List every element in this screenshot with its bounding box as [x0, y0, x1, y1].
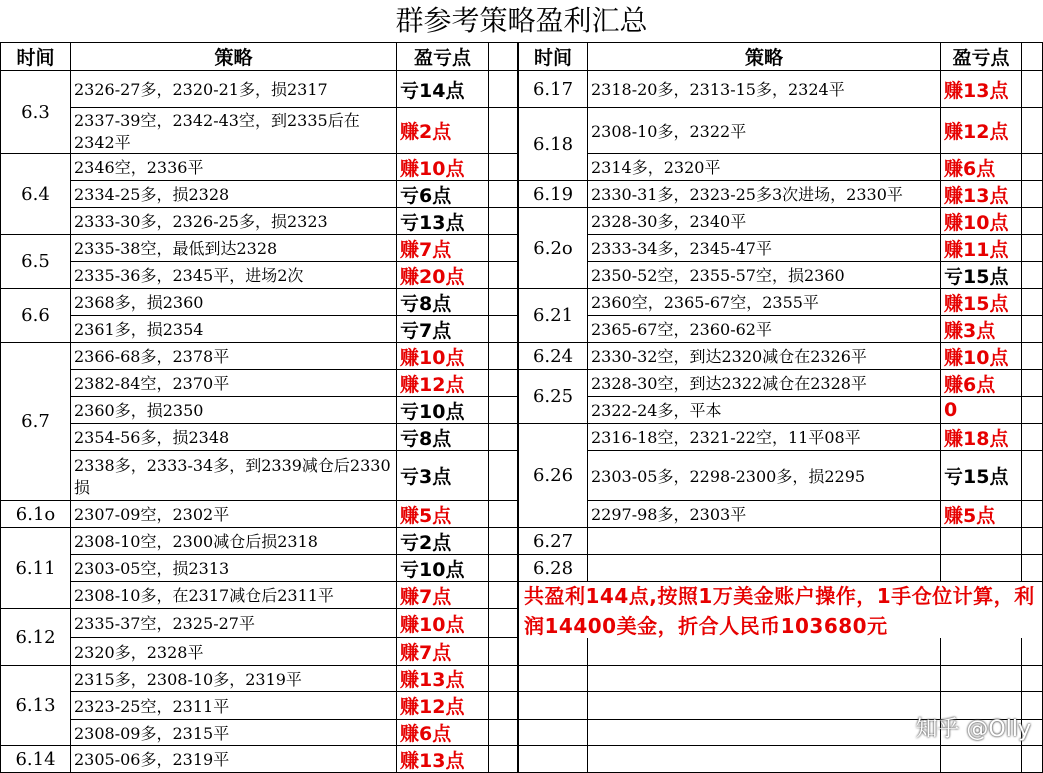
strategy-cell: 2303-05空，损2313: [71, 555, 397, 582]
strategy-cell: 2361多，损2354: [71, 316, 397, 343]
strategy-cell: 2365-67空，2360-62平: [588, 316, 941, 343]
strategy-cell: 2308-09多，2315平: [71, 720, 397, 746]
left-date-cell: 6.7: [0, 343, 71, 501]
right-spacer-cell: [1022, 181, 1043, 208]
strategy-cell: 2328-30空，到达2322减仓在2328平: [588, 370, 941, 397]
right-spacer-cell: [1022, 71, 1043, 108]
right-date-cell: 6.24: [518, 343, 588, 370]
right-spacer-cell: [1022, 424, 1043, 451]
left-spacer-cell: [489, 289, 518, 316]
pnl-cell: 赚13点: [941, 181, 1022, 208]
pnl-cell: 亏10点: [397, 397, 489, 424]
pnl-cell: 亏14点: [397, 71, 489, 108]
right-empty-cell: [518, 638, 588, 666]
right-spacer-cell: [1022, 528, 1043, 555]
strategy-cell: 2315多，2308-10多，2319平: [71, 666, 397, 692]
right-empty-cell: [518, 666, 588, 692]
strategy-cell: 2335-36多，2345平，进场2次: [71, 262, 397, 289]
right-header-strategy: 策略: [588, 43, 941, 71]
left-spacer-cell: [489, 181, 518, 208]
strategy-cell: [588, 555, 941, 582]
pnl-cell: 赚7点: [397, 638, 489, 666]
right-header-time: 时间: [518, 43, 588, 71]
pnl-cell: [941, 528, 1022, 555]
pnl-cell: 赚10点: [397, 343, 489, 370]
left-date-cell: 6.6: [0, 289, 71, 343]
left-date-cell: 6.14: [0, 746, 71, 773]
left-spacer-cell: [489, 370, 518, 397]
pnl-cell: 赚20点: [397, 262, 489, 289]
strategy-cell: [588, 528, 941, 555]
left-spacer-cell: [489, 316, 518, 343]
pnl-cell: 赚18点: [941, 424, 1022, 451]
pnl-cell: 赚15点: [941, 289, 1022, 316]
pnl-cell: 赚3点: [941, 316, 1022, 343]
strategy-cell: 2360多，损2350: [71, 397, 397, 424]
pnl-cell: 赚13点: [397, 746, 489, 773]
pnl-cell: 赚11点: [941, 235, 1022, 262]
left-spacer-cell: [489, 235, 518, 262]
right-empty-cell: [1022, 746, 1043, 773]
left-spacer-cell: [489, 555, 518, 582]
right-empty-cell: [588, 720, 941, 746]
right-spacer-cell: [1022, 451, 1043, 501]
left-header-spacer: [489, 43, 518, 71]
right-empty-cell: [588, 638, 941, 666]
strategy-cell: 2368多，损2360: [71, 289, 397, 316]
strategy-cell: 2305-06多，2319平: [71, 746, 397, 773]
right-empty-cell: [941, 638, 1022, 666]
pnl-cell: 赚6点: [397, 720, 489, 746]
left-spacer-cell: [489, 424, 518, 451]
pnl-cell: 亏13点: [397, 208, 489, 235]
pnl-cell: 赚7点: [397, 235, 489, 262]
left-header-time: 时间: [0, 43, 71, 71]
pnl-cell: 赚6点: [941, 370, 1022, 397]
watermark: 知乎 @Olly: [915, 717, 1031, 742]
page-title: 群参考策略盈利汇总: [0, 0, 1043, 43]
left-spacer-cell: [489, 343, 518, 370]
left-date-cell: 6.4: [0, 154, 71, 235]
right-spacer-cell: [1022, 262, 1043, 289]
strategy-cell: 2308-10多，在2317减仓后2311平: [71, 582, 397, 609]
right-spacer-cell: [1022, 289, 1043, 316]
right-header-spacer: [1022, 43, 1043, 71]
right-empty-cell: [1022, 666, 1043, 692]
pnl-cell: 亏8点: [397, 424, 489, 451]
left-spacer-cell: [489, 71, 518, 108]
strategy-cell: 2314多，2320平: [588, 154, 941, 181]
left-spacer-cell: [489, 262, 518, 289]
pnl-cell: 亏2点: [397, 528, 489, 555]
pnl-cell: 赚5点: [397, 501, 489, 528]
strategy-cell: 2334-25多，损2328: [71, 181, 397, 208]
left-spacer-cell: [489, 666, 518, 692]
right-spacer-cell: [1022, 370, 1043, 397]
right-spacer-cell: [1022, 555, 1043, 582]
right-empty-cell: [588, 666, 941, 692]
right-spacer-cell: [1022, 316, 1043, 343]
strategy-cell: 2333-30多，2326-25多，损2323: [71, 208, 397, 235]
right-empty-cell: [1022, 638, 1043, 666]
strategy-cell: 2382-84空，2370平: [71, 370, 397, 397]
strategy-cell: 2318-20多，2313-15多，2324平: [588, 71, 941, 108]
pnl-cell: [941, 555, 1022, 582]
strategy-cell: 2335-38空，最低到达2328: [71, 235, 397, 262]
left-date-cell: 6.13: [0, 666, 71, 746]
strategy-cell: 2354-56多，损2348: [71, 424, 397, 451]
pnl-cell: 赚13点: [941, 71, 1022, 108]
left-spacer-cell: [489, 582, 518, 609]
right-spacer-cell: [1022, 154, 1043, 181]
strategy-cell: 2350-52空，2355-57空，损2360: [588, 262, 941, 289]
pnl-cell: 赚7点: [397, 582, 489, 609]
right-empty-cell: [518, 720, 588, 746]
left-header-strategy: 策略: [71, 43, 397, 71]
right-date-cell: 6.28: [518, 555, 588, 582]
right-empty-cell: [518, 746, 588, 773]
left-spacer-cell: [489, 720, 518, 746]
pnl-cell: 赚2点: [397, 108, 489, 154]
pnl-cell: 亏15点: [941, 262, 1022, 289]
pnl-cell: 赚10点: [397, 154, 489, 181]
right-spacer-cell: [1022, 397, 1043, 424]
strategy-cell: 2337-39空，2342-43空，到2335后在2342平: [71, 108, 397, 154]
pnl-cell: 赚10点: [941, 208, 1022, 235]
right-empty-cell: [941, 666, 1022, 692]
pnl-cell: 亏10点: [397, 555, 489, 582]
pnl-cell: 亏3点: [397, 451, 489, 501]
strategy-cell: 2308-10多，2322平: [588, 108, 941, 154]
right-empty-cell: [588, 746, 941, 773]
left-spacer-cell: [489, 451, 518, 501]
pnl-cell: 赚12点: [397, 370, 489, 397]
pnl-cell: 0: [941, 397, 1022, 424]
strategy-cell: 2322-24多，平本: [588, 397, 941, 424]
right-date-cell: 6.19: [518, 181, 588, 208]
right-spacer-cell: [1022, 208, 1043, 235]
right-spacer-cell: [1022, 108, 1043, 154]
left-date-cell: 6.12: [0, 609, 71, 666]
strategy-cell: 2338多，2333-34多，到2339减仓后2330损: [71, 451, 397, 501]
right-date-cell: 6.17: [518, 71, 588, 108]
pnl-cell: 赚12点: [397, 692, 489, 720]
right-header-pnl: 盈亏点: [941, 43, 1022, 71]
right-empty-cell: [588, 692, 941, 720]
strategy-cell: 2330-31多，2323-25多3次进场，2330平: [588, 181, 941, 208]
left-date-cell: 6.5: [0, 235, 71, 289]
left-date-cell: 6.3: [0, 71, 71, 154]
right-date-cell: 6.18: [518, 108, 588, 181]
summary-note: 共盈利144点,按照1万美金账户操作，1手仓位计算，利润14400美金，折合人民币103680元: [524, 584, 1035, 638]
pnl-cell: 亏8点: [397, 289, 489, 316]
right-date-cell: 6.26: [518, 424, 588, 528]
left-spacer-cell: [489, 692, 518, 720]
pnl-cell: 赚10点: [941, 343, 1022, 370]
strategy-cell: 2346空，2336平: [71, 154, 397, 181]
left-spacer-cell: [489, 154, 518, 181]
left-spacer-cell: [489, 397, 518, 424]
strategy-cell: 2330-32空，到达2320减仓在2326平: [588, 343, 941, 370]
right-spacer-cell: [1022, 343, 1043, 370]
strategy-cell: 2297-98多，2303平: [588, 501, 941, 528]
pnl-cell: 赚13点: [397, 666, 489, 692]
strategy-cell: 2328-30多，2340平: [588, 208, 941, 235]
right-date-cell: 6.21: [518, 289, 588, 343]
right-date-cell: 6.2o: [518, 208, 588, 289]
pnl-cell: 赚10点: [397, 609, 489, 638]
strategy-cell: 2303-05多，2298-2300多，损2295: [588, 451, 941, 501]
left-date-cell: 6.11: [0, 528, 71, 609]
strategy-cell: 2333-34多，2345-47平: [588, 235, 941, 262]
strategy-cell: 2316-18空，2321-22空，11平08平: [588, 424, 941, 451]
left-spacer-cell: [489, 208, 518, 235]
strategy-cell: 2308-10空，2300减仓后损2318: [71, 528, 397, 555]
left-spacer-cell: [489, 528, 518, 555]
strategy-cell: 2323-25空，2311平: [71, 692, 397, 720]
left-date-cell: 6.1o: [0, 501, 71, 528]
left-spacer-cell: [489, 609, 518, 638]
strategy-cell: 2360空，2365-67空，2355平: [588, 289, 941, 316]
left-header-pnl: 盈亏点: [397, 43, 489, 71]
strategy-cell: 2366-68多，2378平: [71, 343, 397, 370]
pnl-cell: 亏7点: [397, 316, 489, 343]
pnl-cell: 亏6点: [397, 181, 489, 208]
pnl-cell: 赚5点: [941, 501, 1022, 528]
right-spacer-cell: [1022, 235, 1043, 262]
right-empty-cell: [941, 746, 1022, 773]
right-date-cell: 6.27: [518, 528, 588, 555]
right-spacer-cell: [1022, 501, 1043, 528]
strategy-cell: 2326-27多，2320-21多，损2317: [71, 71, 397, 108]
pnl-cell: 赚6点: [941, 154, 1022, 181]
left-spacer-cell: [489, 746, 518, 773]
left-spacer-cell: [489, 638, 518, 666]
pnl-cell: 亏15点: [941, 451, 1022, 501]
pnl-cell: 赚12点: [941, 108, 1022, 154]
left-spacer-cell: [489, 501, 518, 528]
left-spacer-cell: [489, 108, 518, 154]
strategy-cell: 2307-09空，2302平: [71, 501, 397, 528]
right-date-cell: 6.25: [518, 370, 588, 424]
right-empty-cell: [518, 692, 588, 720]
strategy-cell: 2335-37空，2325-27平: [71, 609, 397, 638]
strategy-cell: 2320多，2328平: [71, 638, 397, 666]
